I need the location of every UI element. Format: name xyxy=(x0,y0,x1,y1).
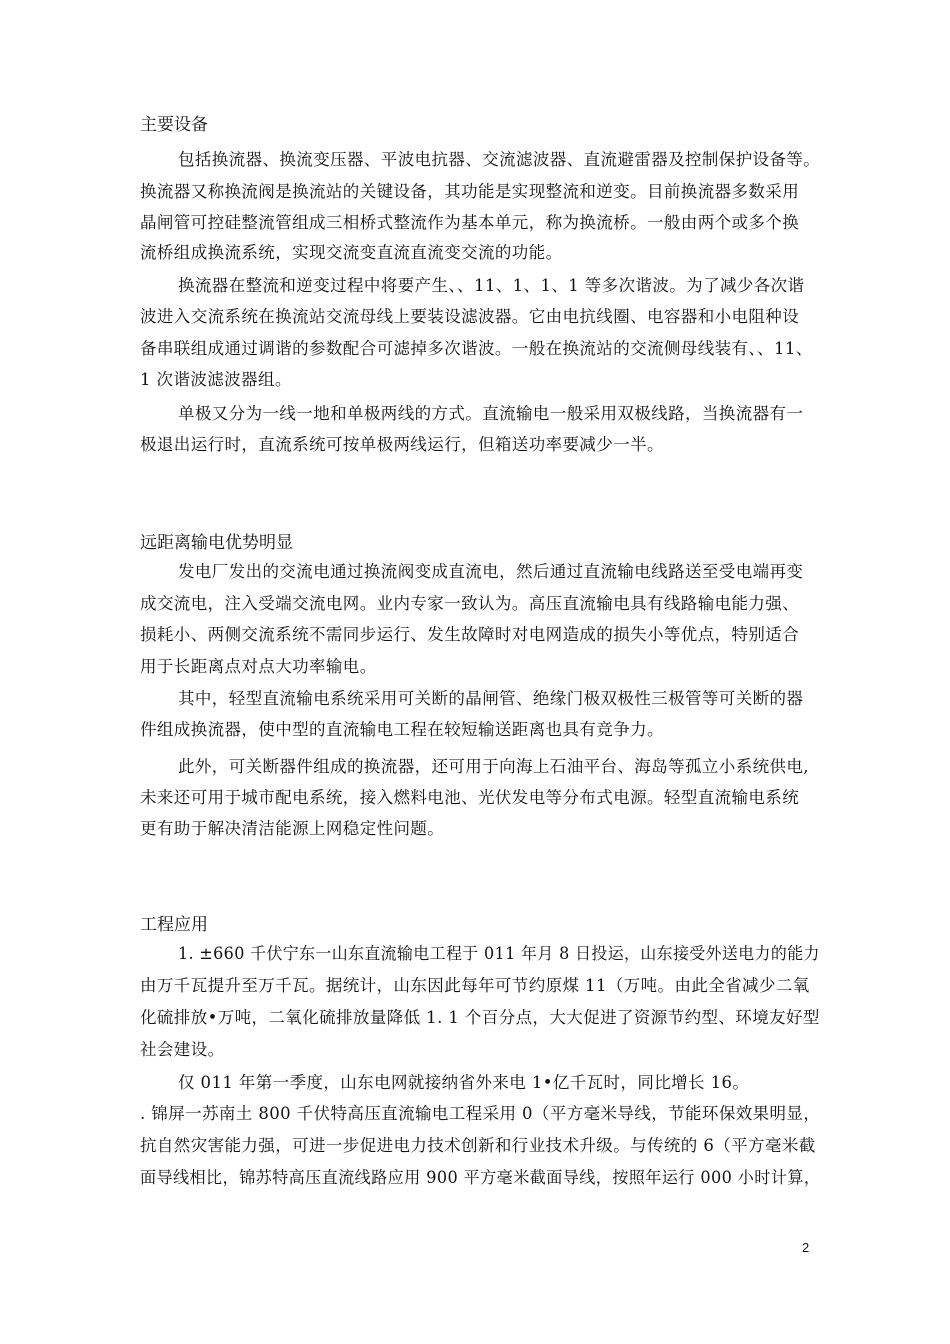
text-line: 换流器在整流和逆变过程中将要产生、、11、1、1、1 等多次谐波。为了减少各次谐 xyxy=(178,276,805,295)
text-line: 其中，轻型直流输电系统采用可关断的晶闸管、绝缘门极双极性三极管等可关断的器 xyxy=(178,689,804,708)
text-line: 面导线相比，锦苏特高压直流线路应用 900 平方毫米截面导线，按照年运行 000 小时计算， xyxy=(140,1168,821,1187)
text-line: 损耗小、两侧交流系统不需同步运行、发生故障时对电网造成的损失小等优点，特别适合 xyxy=(140,625,800,644)
text-line: 波进入交流系统在换流站交流母线上要装设滤波器。它由电抗线圈、电容器和小电阻种设 xyxy=(140,307,800,326)
text-line: 仅 011 年第一季度，山东电网就接纳省外来电 1•亿千瓦时，同比增长 16。 xyxy=(178,1073,750,1092)
section-heading: 远距离输电优势明显 xyxy=(140,533,293,553)
text-line: 极退出运行时，直流系统可按单极两线运行，但箱送功率要减少一半。 xyxy=(140,435,664,454)
text-line: 抗自然灾害能力强，可进一步促进电力技术创新和行业技术升级。与传统的 6（平方毫米截 xyxy=(140,1136,816,1155)
text-line: 未来还可用于城市配电系统，接入燃料电池、光伏发电等分布式电源。轻型直流输电系统 xyxy=(140,788,800,807)
text-line: 件组成换流器，使中型的直流输电工程在较短输送距离也具有竞争力。 xyxy=(140,720,664,739)
text-line: 用于长距离点对点大功率输电。 xyxy=(140,657,377,676)
page-number: 2 xyxy=(802,1240,810,1255)
text-line: 流桥组成换流系统，实现交流变直流直流变交流的功能。 xyxy=(140,243,563,262)
section-heading: 主要设备 xyxy=(140,115,208,135)
text-line: 更有助于解决清洁能源上网稳定性问题。 xyxy=(140,819,445,838)
text-line: 发电厂发出的交流电通过换流阀变成直流电，然后通过直流输电线路送至受电端再变 xyxy=(178,562,804,581)
text-line: 由万千瓦提升至万千瓦。据统计，山东因此每年可节约原煤 11（万吨。由此全省减少二氧 xyxy=(140,976,810,995)
text-line: 换流器又称换流阀是换流站的关键设备，其功能是实现整流和逆变。目前换流器多数采用 xyxy=(140,182,800,201)
text-line: 备串联组成通过调谐的参数配合可滤掉多次谐波。一般在换流站的交流侧母线装有、、11、 xyxy=(140,339,813,358)
text-line: 此外，可关断器件组成的换流器，还可用于向海上石油平台、海岛等孤立小系统供电, xyxy=(178,757,809,776)
text-line: . 锦屏一苏南土 800 千伏特高压直流输电工程采用 0（平方毫米导线，节能环保效果明显， xyxy=(140,1104,821,1123)
text-line: 社会建设。 xyxy=(140,1040,225,1059)
text-line: 晶闸管可控硅整流管组成三相桥式整流作为基本单元，称为换流桥。一般由两个或多个换 xyxy=(140,213,800,232)
text-line: 1 次谐波滤波器组。 xyxy=(140,370,292,389)
text-line: 1. ±660 千伏宁东一山东直流输电工程于 011 年月 8 日投运，山东接受外送电力的能力 xyxy=(178,944,820,963)
section-heading: 工程应用 xyxy=(140,915,208,935)
text-line: 单极又分为一线一地和单极两线的方式。直流输电一般采用双极线路，当换流器有一 xyxy=(178,404,804,423)
text-line: 成交流电，注入受端交流电网。业内专家一致认为。高压直流输电具有线路输电能力强、 xyxy=(140,594,800,613)
text-line: 化硫排放•万吨，二氧化硫排放量降低 1. 1 个百分点，大大促进了资源节约型、环境友好型 xyxy=(140,1008,820,1027)
text-line: 包括换流器、换流变压器、平波电抗器、交流滤波器、直流避雷器及控制保护设备等。 xyxy=(178,150,821,169)
